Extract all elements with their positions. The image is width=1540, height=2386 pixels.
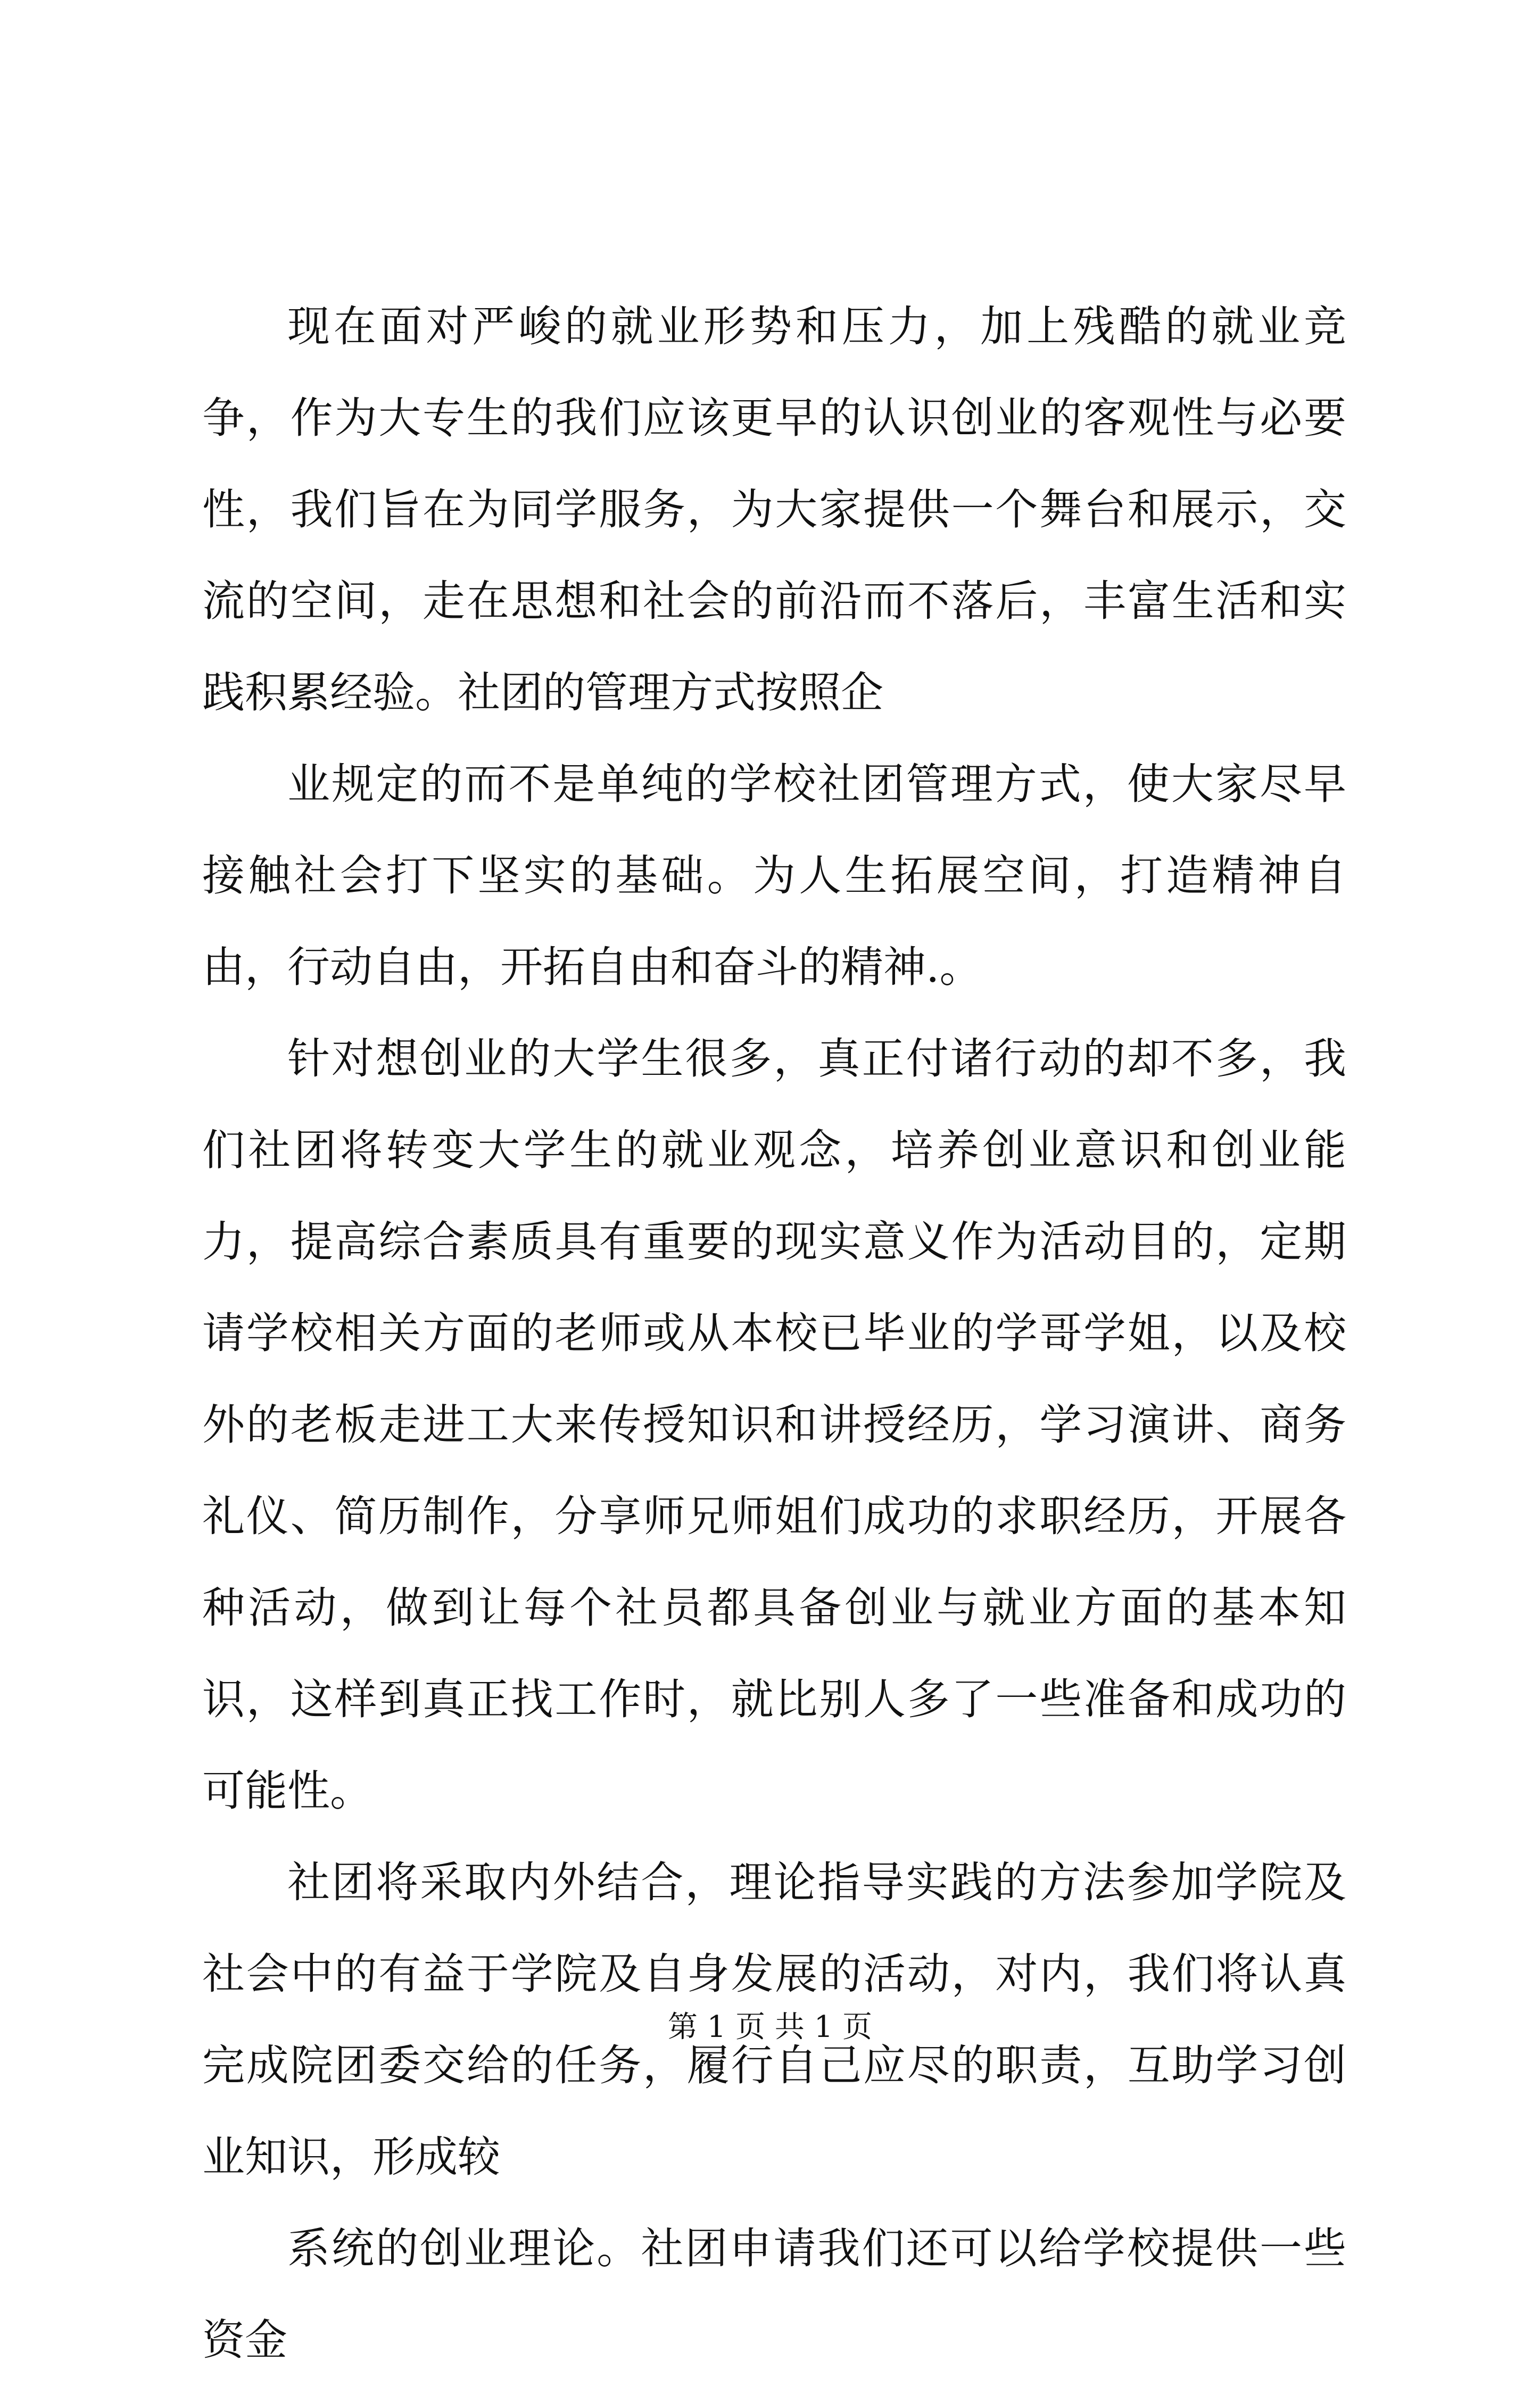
paragraph-1: 现在面对严峻的就业形势和压力，加上残酷的就业竞争，作为大专生的我们应该更早的认识创业的客观性与必要性，我们旨在为同学服务，为大家提供一个舞台和展示，交流的空间，走在思想和社会的前沿而不落后，丰富生活和实践积累经验。社团的管理方式按照企	[202, 302, 1346, 717]
paragraph-2: 业规定的而不是单纯的学校社团管理方式，使大家尽早接触社会打下坚实的基础。为人生拓展空间，打造精神自由，行动自由，开拓自由和奋斗的精神.。	[202, 759, 1346, 992]
paragraph-5: 系统的创业理论。社团申请我们还可以给学校提供一些资金	[202, 2224, 1346, 2365]
page-number-footer: 第 1 页 共 1 页	[667, 2010, 873, 2044]
paragraph-4: 社团将采取内外结合，理论指导实践的方法参加学院及社会中的有益于学院及自身发展的活动，对内，我们将认真完成院团委交给的任务，履行自己应尽的职责，互助学习创业知识，形成较	[202, 1858, 1346, 2182]
document-body	[202, 281, 1346, 2386]
paragraph-3: 针对想创业的大学生很多，真正付诸行动的却不多，我们社团将转变大学生的就业观念，培养创业意识和创业能力，提高综合素质具有重要的现实意义作为活动目的，定期请学校相关方面的老师或从本校已毕业的学哥学姐，以及校外的老板走进工大来传授知识和讲授经历，学习演讲、商务礼仪、简历制作，分享师兄师姐们成功的求职经历，开展各种活动，做到让每个社员都具备创业与就业方面的基本知识，这样到真正找工作时，就比别人多了一些准备和成功的可能性。	[202, 1034, 1346, 1816]
